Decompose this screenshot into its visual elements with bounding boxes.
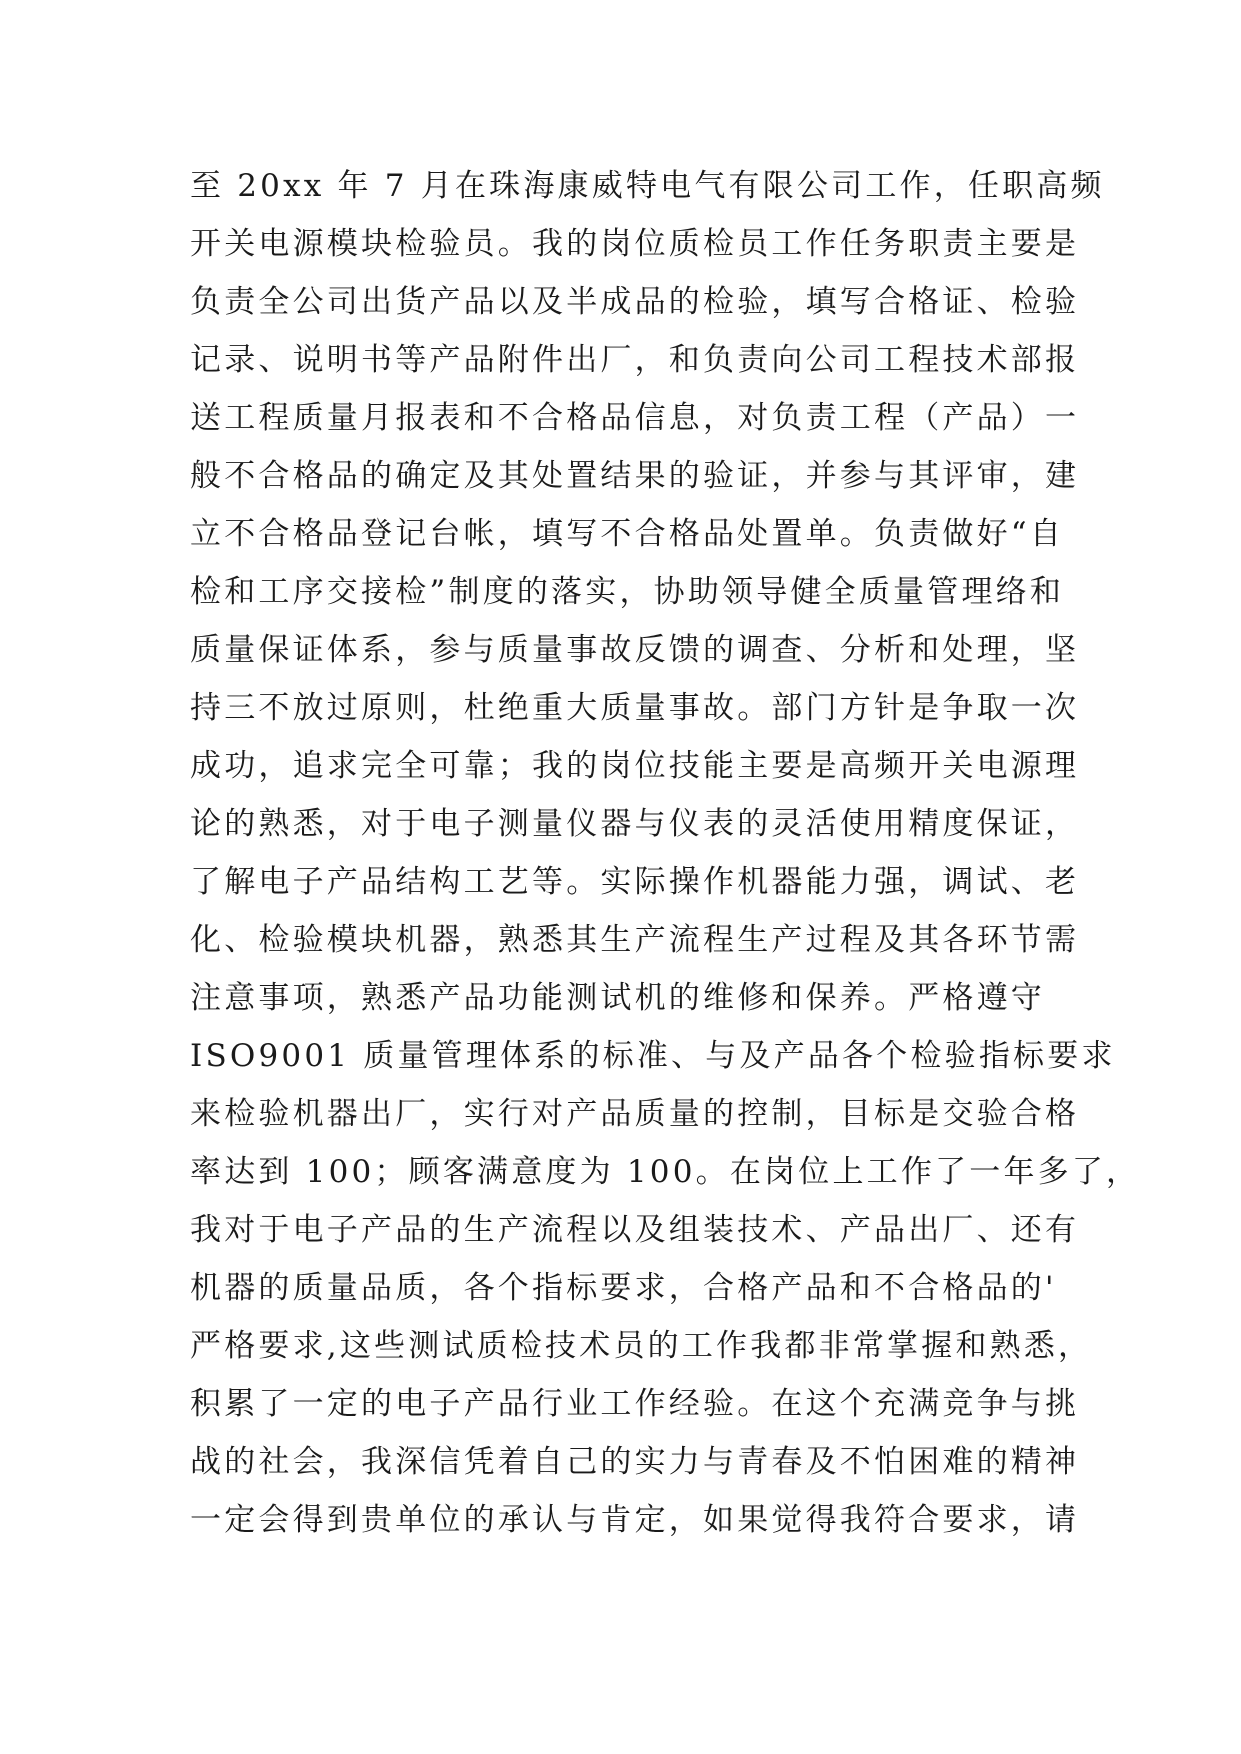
text-line: 来检验机器出厂，实行对产品质量的控制，目标是交验合格 [190,1096,1080,1132]
text-line: 开关电源模块检验员。我的岗位质检员工作任务职责主要是 [190,226,1080,262]
text-line: 般不合格品的确定及其处置结果的验证，并参与其评审，建 [190,458,1080,494]
text-line: ISO9001 质量管理体系的标准、与及产品各个检验指标要求 [190,1038,1116,1074]
text-line: 了解电子产品结构工艺等。实际操作机器能力强，调试、老 [190,864,1080,900]
text-line: 送工程质量月报表和不合格品信息，对负责工程（产品）一 [190,400,1080,436]
text-line: 至 20xx 年 7 月在珠海康威特电气有限公司工作，任职高频 [190,168,1105,204]
text-line: 持三不放过原则，杜绝重大质量事故。部门方针是争取一次 [190,690,1080,726]
text-line: 检和工序交接检”制度的落实，协助领导健全质量管理络和 [190,574,1065,610]
text-line: 化、检验模块机器，熟悉其生产流程生产过程及其各环节需 [190,922,1080,958]
text-line: 负责全公司出货产品以及半成品的检验，填写合格证、检验 [190,284,1080,320]
text-line: 记录、说明书等产品附件出厂，和负责向公司工程技术部报 [190,342,1080,378]
text-line: 质量保证体系，参与质量事故反馈的调查、分析和处理，坚 [190,632,1080,668]
text-line: 率达到 100；顾客满意度为 100。在岗位上工作了一年多了， [190,1154,1141,1190]
text-line: 战的社会，我深信凭着自己的实力与青春及不怕困难的精神 [190,1444,1080,1480]
text-line: 严格要求,这些测试质检技术员的工作我都非常掌握和熟悉， [190,1328,1093,1364]
text-line: 一定会得到贵单位的承认与肯定，如果觉得我符合要求，请 [190,1502,1080,1538]
body-text [190,157,1141,1549]
text-line: 立不合格品登记台帐，填写不合格品处置单。负责做好“自 [190,516,1065,552]
text-line: 成功，追求完全可靠；我的岗位技能主要是高频开关电源理 [190,748,1080,784]
text-line: 论的熟悉，对于电子测量仪器与仪表的灵活使用精度保证， [190,806,1080,842]
text-line: 我对于电子产品的生产流程以及组装技术、产品出厂、还有 [190,1212,1080,1248]
text-line: 注意事项，熟悉产品功能测试机的维修和保养。严格遵守 [190,980,1045,1016]
text-line: 积累了一定的电子产品行业工作经验。在这个充满竞争与挑 [190,1386,1080,1422]
text-line: 机器的质量品质，各个指标要求，合格产品和不合格品的' [190,1270,1057,1306]
